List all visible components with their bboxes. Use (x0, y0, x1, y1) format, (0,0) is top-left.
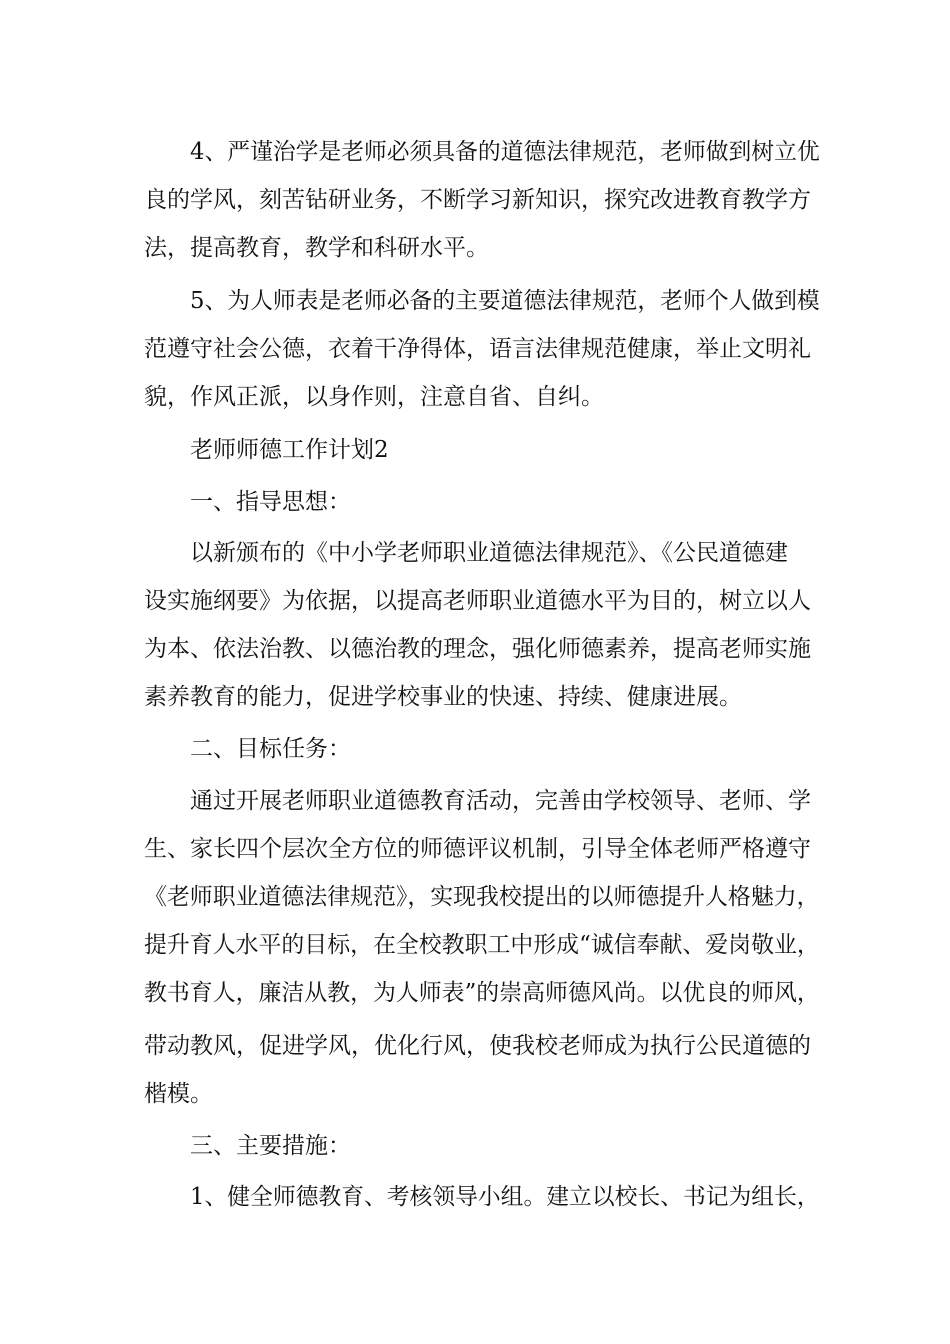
text-line: 素养教育的能力，促进学校事业的快速、持续、健康进展。 (144, 684, 742, 710)
section-heading: 一、指导思想： (190, 489, 351, 515)
text-line: 法，提高教育，教学和科研水平。 (144, 235, 489, 261)
section-heading: 二、目标任务： (190, 736, 351, 762)
text-line: 1、健全师德教育、考核领导小组。建立以校长、书记为组长， (190, 1184, 820, 1210)
text-line: 4、严谨治学是老师必须具备的道德法律规范，老师做到树立优 (190, 139, 820, 165)
text-line: 教书育人，廉洁从教，为人师表”的崇高师德风尚。以优良的师风， (144, 980, 820, 1006)
text-line: 提升育人水平的目标，在全校教职工中形成“诚信奉献、爱岗敬业， (144, 932, 820, 958)
text-line: 通过开展老师职业道德教育活动，完善由学校领导、老师、学 (190, 788, 811, 814)
text-line: 生、家长四个层次全方位的师德评议机制，引导全体老师严格遵守 (144, 836, 811, 862)
text-line: 貌，作风正派，以身作则，注意自省、自纠。 (144, 384, 604, 410)
text-line: 楷模。 (144, 1081, 213, 1107)
text-line: 范遵守社会公德，衣着干净得体，语言法律规范健康，举止文明礼 (144, 336, 811, 362)
text-line: 为本、依法治教、以德治教的理念，强化师德素养，提高老师实施 (144, 636, 811, 662)
text-line: 5、为人师表是老师必备的主要道德法律规范，老师个人做到模 (190, 288, 820, 314)
text-line: 设实施纲要》为依据，以提高老师职业道德水平为目的，树立以人 (144, 588, 811, 614)
section-title: 老师师德工作计划2 (190, 437, 389, 463)
text-line: 《老师职业道德法律规范》，实现我校提出的以师德提升人格魅力， (144, 884, 820, 910)
text-line: 以新颁布的《中小学老师职业道德法律规范》、《公民道德建 (190, 540, 788, 566)
text-line: 良的学风，刻苦钻研业务，不断学习新知识，探究改进教育教学方 (144, 187, 811, 213)
section-heading: 三、主要措施： (190, 1133, 351, 1159)
text-line: 带动教风，促进学风，优化行风，使我校老师成为执行公民道德的 (144, 1033, 811, 1059)
